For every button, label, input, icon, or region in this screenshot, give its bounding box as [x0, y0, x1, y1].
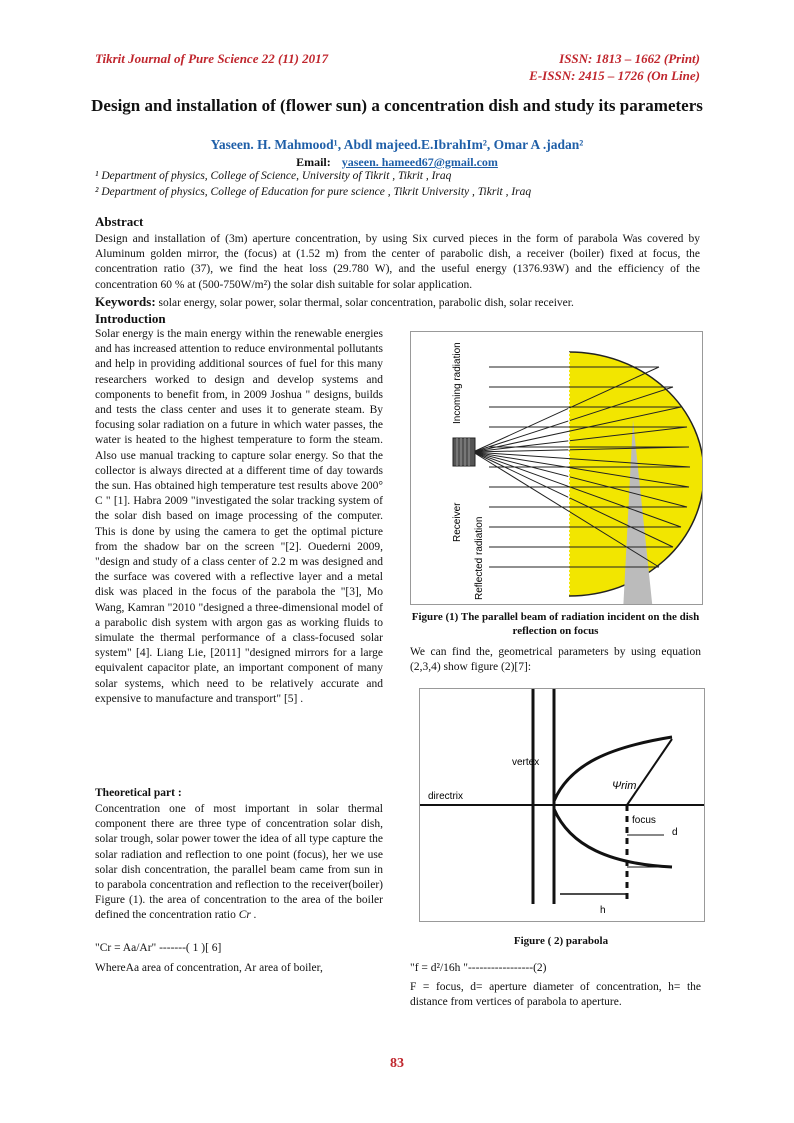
theoretical-text: [95, 802, 383, 924]
figure-2-caption: Figure ( 2) parabola: [513, 935, 609, 947]
h-label: h: [600, 905, 606, 916]
d-label: d: [672, 827, 678, 838]
issn-online: E-ISSN: 2415 – 1726 (On Line): [529, 68, 700, 83]
psi-rim-label: Ψrim: [612, 780, 637, 792]
affiliation-2: ² Department of physics, College of Education for pure science , Tikrit University , Tikrit , Iraq: [95, 186, 532, 198]
equation-2-desc: F = focus, d= aperture diameter of concentration, h= the distance from vertices of parabola to aperture.: [410, 981, 701, 1009]
keywords-text: solar energy, solar power, solar thermal, solar concentration, parabolic dish, solar receiver.: [158, 297, 574, 309]
focus-label: focus: [632, 815, 656, 826]
abstract-text: Design and installation of (3m) aperture concentration, by using Six curved pieces in the form of parabola Was covered by Aluminum golden mirror, the (focus) at (1.52 m) from the center of parabolic dish, a receiver (boiler) fixed at focus, the concentration ratio (37), we find the heat loss (29.780 W), and the useful energy (1376.93W) and the efficiency of the concentration 60 % at (500-750W/m²) the solar dish suitable for solar application.: [95, 233, 700, 291]
theoretical-paragraph: Concentration one of most important in solar thermal component there are three type of concentration solar dish, solar trough, solar power tower the idea of all type capture the solar radiation and reflection to one point (focus), her we use solar dish concentration, the parallel beam came from sun in to parabola concentration and reflection to the receiver(boiler) Figure (1). the area of concentration to the area of the boiler defined the concentration ratio: [95, 803, 383, 922]
introduction-text: Solar energy is the main energy within the renewable energies and has increased attention to reduce environmental pollutants and help in providing additional sources of fuel for this many researchers worked to design and develop systems and components to benefit from, in 2009 Joshua " designs, builds and tests the class center and uses it to generate steam. By focusing solar radiation on a future in which water passes, the water is heated to the highest temperature to form the steam. Also use manual tracking to capture solar energy. So that the collector is always directed at a different time of day towards the sun. Has obtained high temperature test results above 200° C " [1]. Habra 2009 "investigated the solar tracking system of the solar dish based on image processing of the computer. This is done by using the camera to get the optimal picture from the shadow bar on the screen "[2]. Ouederni 2009, "design and study of a class center of 2.2 m was designed and the surface was covered with a reflective layer and a metal disk was placed in the focus of the parabola the "[3], Mo Wang, Kamran "2010 "designed a three-dimensional model of a parabolic dish system with argon gas as working fluids to simulate the thermal performance of a class-focused solar system" [4]. Liang Lie, [2011] "designed mirrors for a large equivalent capacitor plate, an important component of many solar systems, which need to be relatively accurate and expensive to manufacture and transport" [5] .: [95, 328, 383, 705]
figure-2: [419, 688, 705, 922]
introduction-heading: Introduction: [95, 311, 166, 326]
vertex-label: vertex: [512, 757, 540, 768]
receiver-icon: [453, 438, 475, 466]
keywords-line: [95, 294, 574, 310]
paper-title: Design and installation of (flower sun) a concentration dish and study its parameters: [91, 96, 703, 115]
issn-print: ISSN: 1813 – 1662 (Print): [559, 51, 700, 66]
affiliation-1: ¹ Department of physics, College of Science, University of Tikrit , Tikrit , Iraq: [95, 170, 452, 182]
where-text: WhereAa area of concentration, Ar area of boiler,: [95, 962, 323, 974]
email-link[interactable]: yaseen. hameed67@gmail.com: [341, 155, 498, 169]
dish-diagram: [411, 332, 702, 604]
right-paragraph: We can find the, geometrical parameters by using equation (2,3,4) show figure (2)[7]:: [410, 646, 701, 674]
equation-1: "Cr = Aa/Ar" -------( 1 )[ 6]: [95, 942, 222, 954]
journal-header: Tikrit Journal of Pure Science 22 (11) 2017: [95, 51, 329, 66]
figure-1-caption: Figure (1) The parallel beam of radiation incident on the dish reflection on focus: [411, 611, 700, 637]
directrix-label: directrix: [428, 791, 464, 802]
keywords-label: Keywords:: [95, 294, 156, 309]
ratio-symbol: Cr .: [238, 909, 257, 922]
page-number: 83: [390, 1056, 404, 1071]
reflected-radiation-label: Reflected radiation: [474, 516, 485, 600]
theoretical-heading: Theoretical part :: [95, 787, 182, 799]
abstract-heading: Abstract: [95, 214, 144, 229]
equation-2: "f = d²/16h "-----------------(2): [410, 962, 547, 974]
author-list: Yaseen. H. Mahmood¹, Abdl majeed.E.IbrahIm², Omar A .jadan²: [210, 137, 584, 152]
email-label: Email:: [296, 155, 331, 169]
rim-line: [627, 739, 672, 805]
email-line: [60, 155, 734, 170]
incoming-radiation-label: Incoming radiation: [452, 342, 463, 424]
parabola-diagram: [420, 689, 704, 921]
receiver-label: Receiver: [452, 502, 463, 542]
figure-1: [410, 331, 703, 605]
